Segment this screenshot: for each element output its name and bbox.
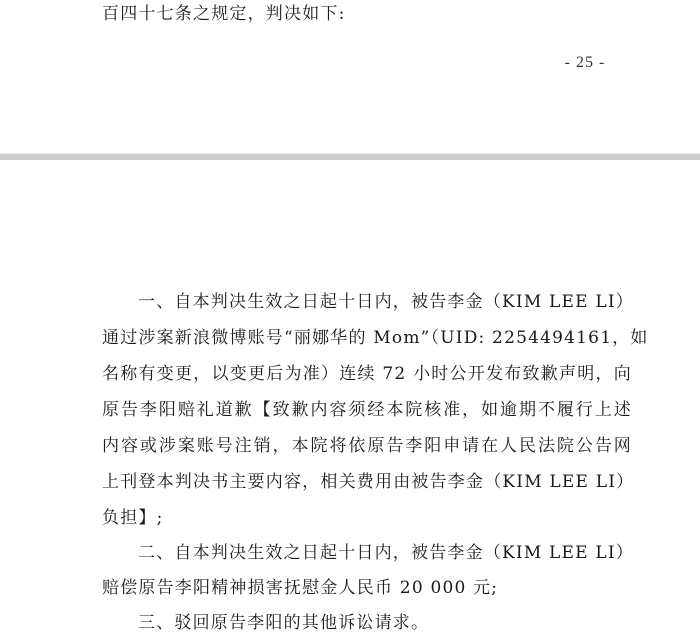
paragraph-line: 名称有变更，以变更后为准）连续 72 小时公开发布致歉声明，向	[102, 364, 632, 384]
next-page	[0, 160, 700, 632]
paragraph-line: 一、自本判决生效之日起十日内，被告李金（KIM LEE LI）	[138, 292, 634, 312]
paragraph-line: 二、自本判决生效之日起十日内，被告李金（KIM LEE LI）	[138, 543, 634, 563]
paragraph-line: 原告李阳赔礼道歉【致歉内容须经本院核准，如逾期不履行上述	[102, 400, 632, 420]
paragraph-line: 赔偿原告李阳精神损害抚慰金人民币 20 000 元;	[102, 578, 499, 598]
page-number: - 25 -	[564, 54, 606, 71]
paragraph-line: 内容或涉案账号注销，本院将依原告李阳申请在人民法院公告网	[102, 436, 632, 456]
previous-page	[0, 0, 700, 153]
previous-page-last-line: 百四十七条之规定，判决如下:	[102, 4, 346, 24]
paragraph-line: 通过涉案新浪微博账号“丽娜华的 Mom”（UID: 2254494161，如	[102, 328, 649, 348]
paragraph-line: 负担】;	[102, 508, 164, 528]
page-separator	[0, 153, 700, 160]
paragraph-line: 三、驳回原告李阳的其他诉讼请求。	[138, 613, 430, 633]
paragraph-line: 上刊登本判决书主要内容，相关费用由被告李金（KIM LEE LI）	[102, 472, 635, 492]
